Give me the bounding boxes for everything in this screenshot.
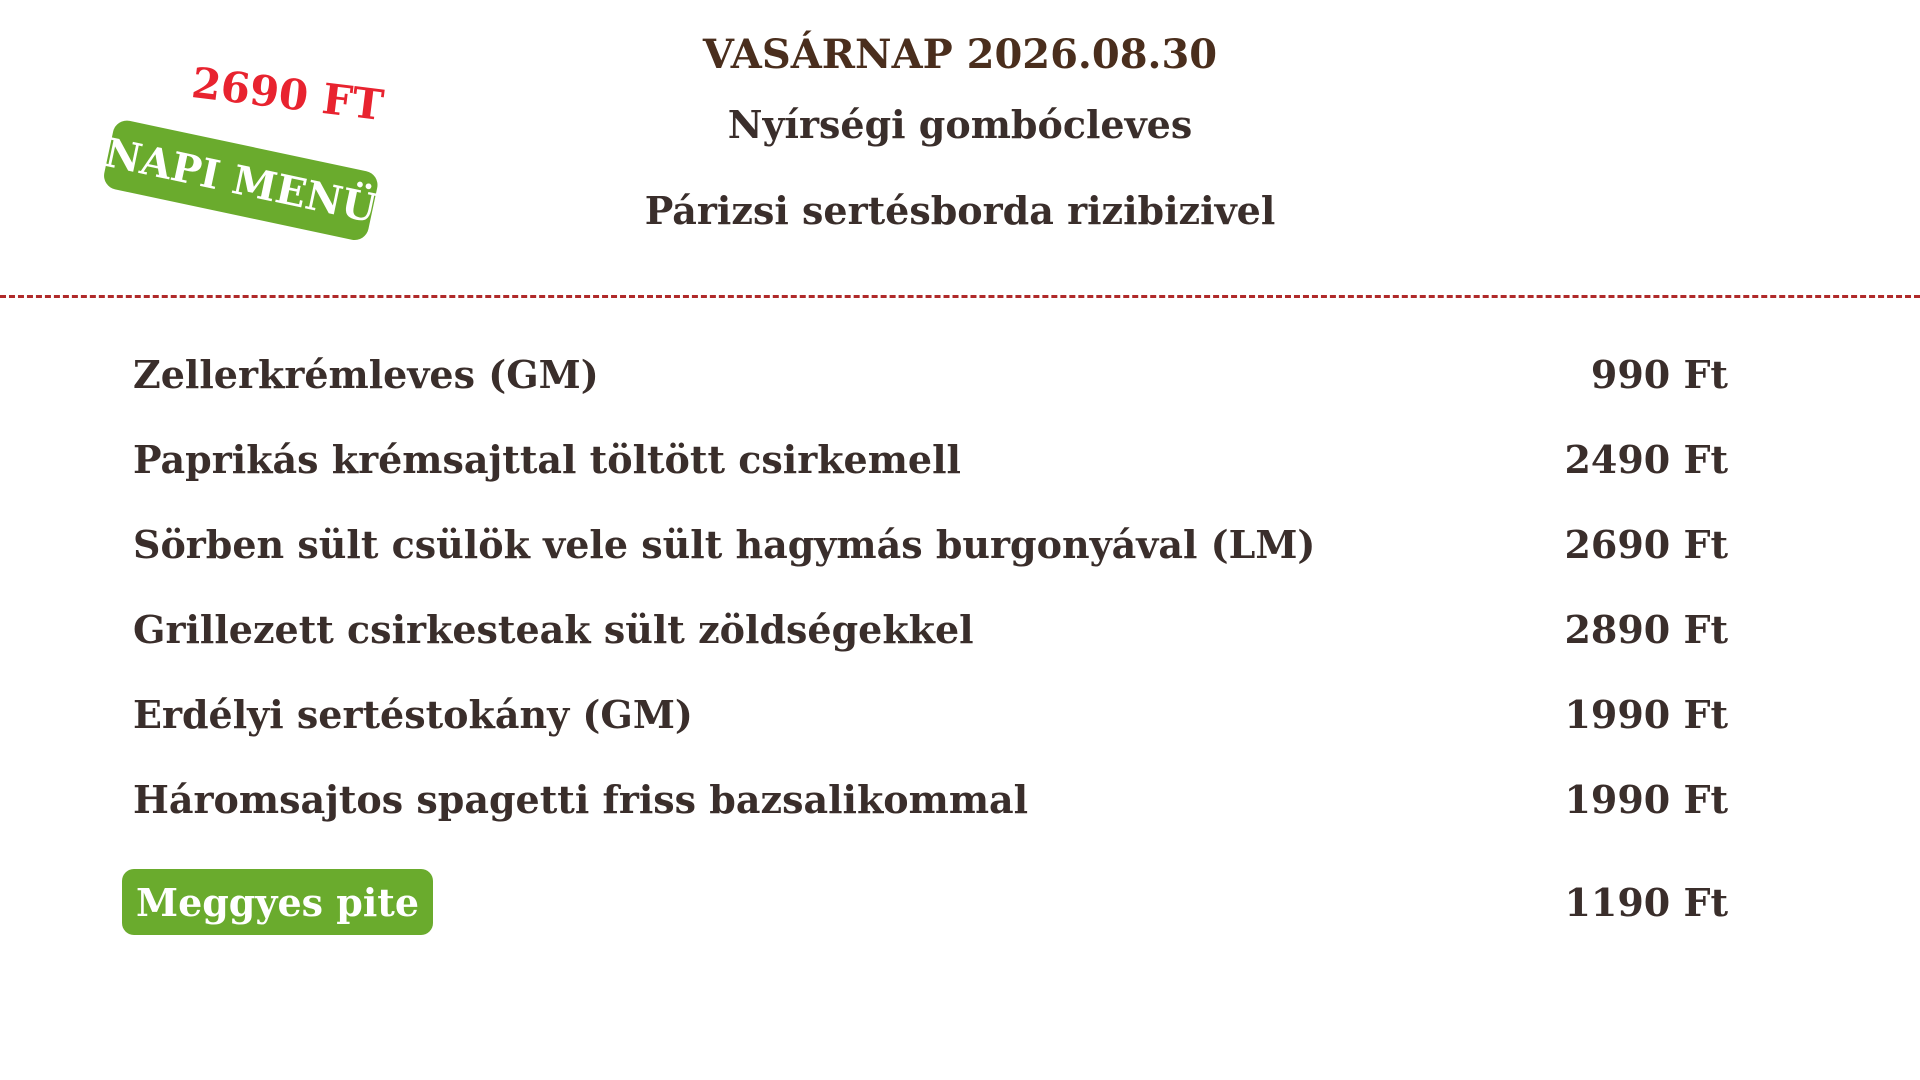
dashed-divider [0,295,1920,298]
set-menu-main: Párizsi sertésborda rizibizivel [644,188,1276,233]
dish-price: 2690 Ft [1564,522,1728,567]
badge-label: NAPI MENÜ [100,128,381,233]
menu-item [133,417,1728,502]
dish-price: 1990 Ft [1564,692,1728,737]
set-menu-soup: Nyírségi gombócleves [727,102,1193,147]
daily-menu-badge [100,48,410,233]
dessert-name: Meggyes pite [136,879,419,925]
badge-label-box [101,118,380,243]
dish-price: 1990 Ft [1564,777,1728,822]
dish-name: Háromsajtos spagetti friss bazsalikommal [133,777,1029,822]
menu-item [133,332,1728,417]
dessert-price: 1190 Ft [1564,879,1728,925]
dish-name: Sörben sült csülök vele sült hagymás burgonyával (LM) [133,522,1316,567]
menu-list [133,332,1728,842]
dish-price: 2890 Ft [1564,607,1728,652]
date-title: VASÁRNAP 2026.08.30 [702,31,1218,78]
menu-item [133,672,1728,757]
dessert-row [122,868,1728,936]
badge-price: 2690 FT [189,58,387,131]
menu-header [560,28,1360,254]
menu-item [133,757,1728,842]
dessert-label-box [122,869,433,935]
dish-name: Paprikás krémsajttal töltött csirkemell [133,437,961,482]
menu-item [133,502,1728,587]
dish-name: Zellerkrémleves (GM) [133,352,599,397]
dish-price: 990 Ft [1590,352,1728,397]
menu-item [133,587,1728,672]
dish-name: Grillezett csirkesteak sült zöldségekkel [133,607,974,652]
dish-price: 2490 Ft [1564,437,1728,482]
dish-name: Erdélyi sertéstokány (GM) [133,692,693,737]
